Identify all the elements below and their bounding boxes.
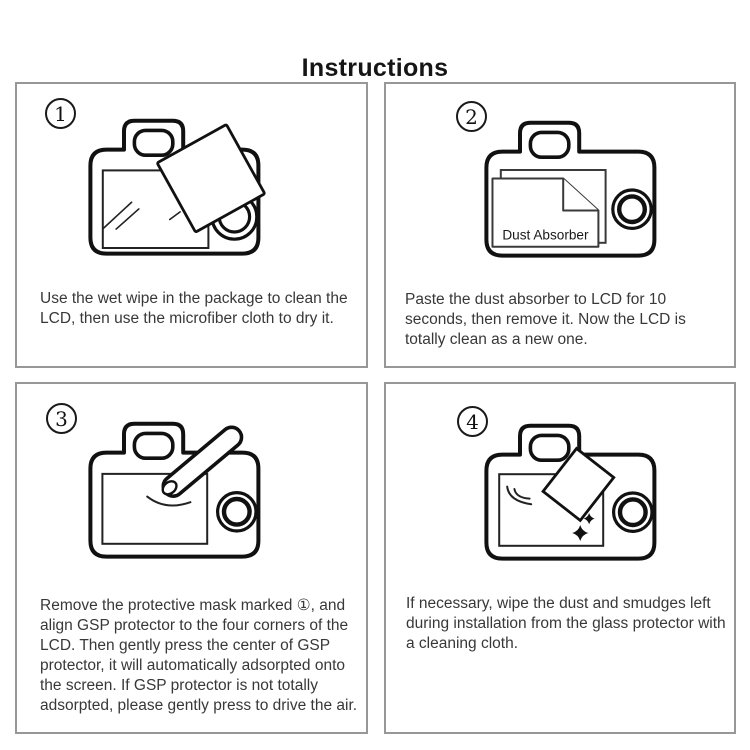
step-panel-3 — [15, 382, 368, 734]
step-panel-1 — [15, 82, 368, 368]
step-number: 3 — [55, 406, 68, 431]
camera-finger-press-icon — [84, 419, 276, 563]
step-number: 4 — [466, 409, 479, 434]
camera-wet-wipe-illustration — [84, 116, 276, 260]
step-number-badge — [45, 98, 76, 129]
camera-finger-press-illustration — [84, 419, 276, 563]
page-title: Instructions — [301, 53, 449, 82]
step-panel-2 — [384, 82, 736, 368]
step-caption: If necessary, wipe the dust and smudges left during installation from the glass protector with a cleaning cloth. — [406, 595, 726, 652]
step-caption: Use the wet wipe in the package to clean the LCD, then use the microfiber cloth to dry it. — [40, 290, 348, 327]
step-panel-4 — [384, 382, 736, 734]
viewfinder-icon — [530, 132, 568, 157]
camera-cleaning-cloth-icon — [480, 421, 672, 565]
step-number: 1 — [54, 101, 67, 126]
dust-absorber-label: Dust Absorber — [502, 227, 589, 243]
step-caption: Remove the protective mask marked ①, and align GSP protector to the four corners of the LCD. Then gently press the center of GSP protector, it will automatically adsorpted onto the screen. If GSP protector is not totally adsorpted, please gently press to drive the air. — [40, 597, 358, 714]
step-number: 2 — [465, 104, 478, 129]
viewfinder-icon — [134, 130, 172, 155]
viewfinder-icon — [134, 433, 172, 458]
camera-cleaning-cloth-illustration — [480, 421, 672, 565]
camera-dust-absorber-icon — [480, 118, 672, 262]
camera-wet-wipe-icon — [84, 116, 276, 260]
viewfinder-icon — [530, 435, 568, 460]
camera-dust-absorber-illustration — [480, 118, 672, 262]
step-caption: Paste the dust absorber to LCD for 10 seconds, then remove it. Now the LCD is totally clean as a new one. — [405, 291, 686, 348]
step-number-badge — [46, 403, 77, 434]
